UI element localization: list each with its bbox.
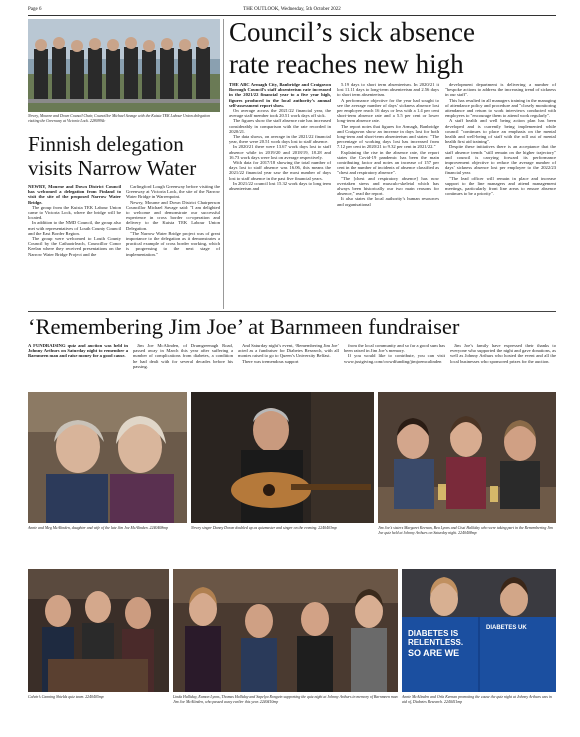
sick-paragraph: This has resulted in all managers training in the managing of attendance policy and procedure and "closely monitoring attendance and return to work interviews conducted with employees to "encourage them to attend work regularly". [445,97,556,119]
halliday-lyons-photo [173,569,398,692]
delegation-photo-caption: Newry, Mourne and Down Council Chair, Councillor Michael Savage with the Kuista TEK Labour Union delegation visiting the Greenway at Victoria Lock. 2280994c [28,114,211,123]
sick-paragraph: In 2020/21 there were 13.67 work days lost to staff absence while in 2019/20 and 2018/19, 18.28 and 16.73 work days were lost on average respectively. [229,144,331,160]
jimjoe-paragraph: Jim Joe’s family have expressed their thanks to everyone who supported the night and gave donations, as well as Johnny Arthurs who hosted the event and all the local businesses who sponsored prizes for the auction. [450,343,556,364]
banner-text-left: DIABETES IS RELENTLESS. SO ARE WE [408,629,464,658]
jimjoe-column-2 [133,343,233,369]
finnish-column-2 [126,184,220,257]
finnish-paragraph: Carlingford Lough Greenway before visiting the Greenway at Victoria Lock, the site of the Narrow Water Bridge in Warrenpoint. [126,184,220,200]
finnish-paragraph: In addition to the NMD Council, the group also met with representatives of Louth County Council and the East Border Region. [28,220,121,236]
sick-column-3 [445,82,556,196]
finnish-headline-line2: visits Narrow Water [28,156,197,180]
sick-paragraph: On average across the 2021/22 financial year, the average staff member took 20.51 work days off sick. [229,108,331,119]
quiz-team-photo [28,569,169,692]
sick-paragraph: A performance objective for the year had sought to see the average number of days’ sickness absence lost per employee reach 16 days or less with a 1.4 per cent short-term absence rate and a 5.5 per cent or lower long-term absence rate. [337,97,439,124]
jimjoe-paragraph: There was tremendous support [242,358,299,364]
diabetes-banner-caption: Annie McAlinden and Orla Keenan promoting the cause the quiz night at Johnny Arthurs was in aid of, Diabetes Research. 2240411mp [402,695,552,704]
jimjoe-paragraph: from the local community and so far a good sum has been raised in Jim Joe’s memory. [344,343,445,354]
danny-doran-caption: Newry singer Danny Doran doubled up as quizmaster and singer on the evening. 2240403mp [191,526,337,530]
sick-headline-line1: Council’s sick absence [229,17,475,47]
sick-paragraph: development department is delivering a number of "bespoke actions to address the increasing trend of sickness in our staff". [445,82,556,98]
finnish-headline-line1: Finnish delegation [28,132,184,156]
sick-paragraph: With data for 2017/18 showing the total number of days lost to staff absence was 16.06, this means the 2021/22 financial year saw the most number of days lost to staff absence in the past five financial years. [229,160,331,181]
section-divider [28,311,556,312]
finnish-paragraph: NEWRY, Mourne and Down District Council has welcomed a delegation from Finland to visit the site of the proposed Narrow Water Bridge. [28,184,121,205]
annie-meg-caption: Annie and Meg McAlinden, daughter and wife of the late Jim Joe McAlinden. 2240408mp [28,526,168,530]
jimjoe-column-3 [238,343,339,364]
sick-paragraph: A staff health and well being action plan has been developed and is currently being implemented while council "continues to place an emphasis on the mental health and well-being of staff with the roll out of mental health first aid training". [445,118,556,145]
sick-paragraph: "The lead officer will remain in place and increase support to the line managers and attend management meetings, particularly front line areas to ensure absence continues to be a priority". [445,175,556,197]
sick-paragraph: The figures show the staff absence rate has increased considerably in comparison with the rate recorded in 2020/21. [229,118,331,134]
sick-headline-line2: rate reaches new high [229,49,464,79]
page-number: Page 6 [28,7,42,12]
finnish-paragraph: Newry, Mourne and Down District Chairperson Councillor Michael Savage said: "I am delighted to welcome and demonstrate our successful experience in cross border co-operation and delivery to the Kuista TEK Labour Union Delegation. [126,199,220,231]
sick-column-1 [229,82,331,191]
sick-column-2 [337,82,439,207]
diabetes-banner-photo [402,569,556,692]
sick-paragraph: 5.19 days to short term absenteeism. In 2020/21 it lost 11.11 days to long-term absenteeism and 2.56 days to short term absenteeism. [337,82,439,98]
sisters-caption: Jim Joe’s sisters Margaret Keenan, Bea Lyons and Cissi Halliday who were taking part in the Remembering Jim Joe quiz held at Johnny Arthurs on Saturday night. 2240408mp [378,526,553,535]
annie-meg-photo [28,392,187,523]
sisters-photo [378,392,556,523]
quiz-team-caption: Calvin’s Canning Shields quiz team. 2240405mp [28,695,104,699]
jimjoe-headline: ‘Remembering Jim Joe’ at Barnmeen fundraiser [28,314,460,339]
jimjoe-column-5 [450,343,556,364]
page-header [28,6,556,16]
finnish-paragraph: "The Narrow Water Bridge project was of great importance to the delegation as it demonstrates a practical example of cross border working, which is progressing to the next stage of implementation." [126,230,220,257]
jimjoe-paragraph: A FUNDRAISING quiz and auction was held in Johnny Arthurs on Saturday night to remember a Barnmeen man and raise money for a good cause. [28,343,128,359]
sick-paragraph: The data shows, on average in the 2021/22 financial year, there were 20.51 work days lost to staff absence. [229,134,331,145]
sick-paragraph: In 2021/22 council lost 15.32 work days to long term absenteeism and [229,180,331,192]
sick-paragraph: The report notes that figures for Armagh, Banbridge and Craigavon show an increase in days lost for both long-term and short-term absenteeism and states: "The percentage of working days lost has increased from 7.12 per cent in 2020/21 to 9.32 per cent in 2021/22." [337,123,439,150]
finnish-paragraph: The group were welcomed to Louth County Council by the Cathaoirleach, Councillor Conor Keelan where they received presentations on the Narrow Water Bridge Project and the [28,236,121,257]
jimjoe-column-1 [28,343,128,359]
masthead: THE OUTLOOK, Wednesday, 5th October 2022 [243,7,341,12]
sick-paragraph: It also states the local authority’s human resources and organisational [337,196,439,207]
jimjoe-paragraph: If you would like to contribute, you can visit www.justgiving.com/crowdfunding/jimjoemcalinden [344,353,445,364]
finnish-column-1 [28,184,121,257]
jimjoe-column-4 [344,343,445,364]
jimjoe-paragraph: Jim Joe McAlinden, of Drumgreenagh Road, passed away in March this year after suffering a number of complications from diabetes, a condition he had dealt with for several decades before his passing. [133,343,233,369]
column-divider [223,19,224,309]
finnish-paragraph: The group from the Kuista TEK Labour Union came to Victoria Lock, where the bridge will be located. [28,204,121,221]
halliday-lyons-caption: Linda Halliday, Eamon Lyons, Thomas Halliday and Sapelya Rongvin supporting the quiz night at Johnny Arthurs in memory of Barnmeen man Jim Joe McAlinden, who passed away earlier this year. 2240410mp [173,695,398,704]
danny-doran-photo [191,392,374,523]
sick-paragraph: THE ABC Armagh City, Banbridge and Craigavon Borough Council’s staff absenteeism rate increased in the 2021/22 financial year to a five year high, figures produced in the local authority’s annual self-assessment report show. [229,82,331,108]
jimjoe-paragraph: And Saturday night’s event, ‘Remembering Jim Joe’ acted as a fundraiser for Diabetes Research, with all monies raised to go to Queen’s University Belfast. [238,343,339,359]
delegation-photo [28,19,220,112]
sick-paragraph: "The [chest and respiratory absence] has now overtaken stress and musculo-skeletal which has always been historically our two main reasons for absence," read the report. [337,175,439,197]
banner-text-right: DIABETES UK [486,625,527,631]
sick-paragraph: Despite these initiatives there is an acceptance that the staff absence trends "still remain on the higher trajectory" and council is carrying forward its performance improvement objective to reduce the average number of days’ sickness absence lost per employee to the 2022/23 financial year. [445,144,556,176]
sick-paragraph: Explaining the rise in the absence rate, the report states the Covid-19 pandemic has been the main contributing factor and notes an increase of 157 per cent in the number of incidents of absence classified as "chest and respiratory absence". [337,149,439,176]
